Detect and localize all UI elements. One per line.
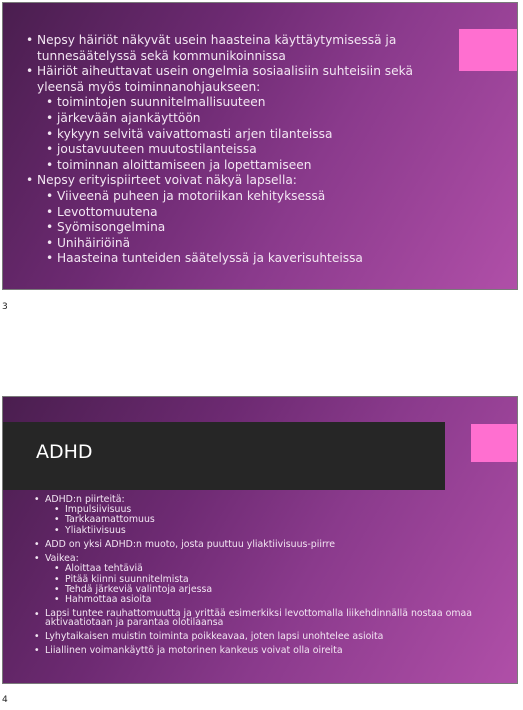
page-number: 3 [2, 302, 8, 312]
bullet-item [45, 609, 485, 628]
page-number: 4 [2, 695, 8, 705]
accent-box [459, 29, 517, 71]
sub-bullet-item: • Tarkkaamattomuus [65, 515, 485, 525]
sub-bullet-item: • Pitää kiinni suunnitelmista [65, 575, 485, 585]
bullet-text: Liiallinen voimankäyttö ja motorinen kankeus voivat olla oireita [45, 645, 343, 657]
bullet-item [37, 64, 417, 173]
bullet-text: Häiriöt aiheuttavat usein ongelmia sosiaalisiin suhteisiin sekä yleensä myös toiminnanohjaukseen: [37, 64, 413, 94]
bullet-item [45, 631, 485, 642]
sub-bullet-item: • Hahmottaa asioita [65, 595, 485, 605]
bullet-item [45, 494, 485, 536]
bullet-item [45, 553, 485, 606]
slide-4 [2, 396, 518, 684]
sub-bullet-item: • Aloittaa tehtäviä [65, 564, 485, 574]
sub-list [57, 95, 417, 173]
bullet-item [37, 173, 417, 267]
sub-bullet-item: • Yliaktiivisuus [65, 526, 485, 536]
bullet-text: Vaikea: [45, 553, 79, 565]
sub-bullet-item: • toimintojen suunnitelmallisuuteen [57, 95, 417, 111]
sub-list [65, 564, 485, 606]
sub-list [57, 189, 417, 267]
sub-bullet-item: • kykyyn selvitä vaivattomasti arjen tilanteissa [57, 127, 417, 143]
bullet-text: ADD on yksi ADHD:n muoto, josta puuttuu yliaktiivisuus-piirre [45, 539, 336, 551]
slide-title: ADHD [36, 441, 93, 463]
bullet-item [45, 539, 485, 550]
slide-3 [2, 2, 518, 290]
sub-bullet-item: • Impulsiivisuus [65, 505, 485, 515]
accent-box [471, 424, 517, 462]
bullet-item [45, 645, 485, 656]
sub-bullet-item: • Haasteina tunteiden säätelyssä ja kaverisuhteissa [57, 251, 417, 267]
sub-bullet-item: • Levottomuutena [57, 205, 417, 221]
sub-bullet-item: • toiminnan aloittamiseen ja lopettamiseen [57, 158, 417, 174]
bullet-text: Nepsy häiriöt näkyvät usein haasteina käyttäytymisessä ja tunnesäätelyssä sekä kommunikoinnissa [37, 33, 397, 63]
sub-bullet-item: • joustavuuteen muutostilanteissa [57, 142, 417, 158]
bullet-item [37, 33, 417, 64]
sub-bullet-item: • Tehdä järkeviä valintoja arjessa [65, 585, 485, 595]
sub-bullet-item: • Viiveenä puheen ja motoriikan kehityksessä [57, 189, 417, 205]
sub-bullet-item: • Syömisongelmina [57, 220, 417, 236]
slide-3-bullet-list [37, 33, 417, 267]
bullet-text: • Lapsi tuntee rauhattomuutta ja yrittää esimerkiksi levottomalla liikehdinnällä nostaa omaa aktivaatiotaan ja parantaa olotilaansa [45, 607, 473, 629]
sub-list [65, 505, 485, 536]
sub-bullet-item: • järkevään ajankäyttöön [57, 111, 417, 127]
bullet-text: ADHD:n piirteitä: [45, 494, 125, 505]
slide-4-bullet-list [45, 494, 485, 659]
sub-bullet-item: • Unihäiriöinä [57, 236, 417, 252]
bullet-text: Lyhytaikaisen muistin toiminta poikkeavaa, joten lapsi unohtelee asioita [45, 631, 384, 643]
bullet-text: Nepsy erityispiirteet voivat näkyä lapsella: [37, 173, 297, 188]
